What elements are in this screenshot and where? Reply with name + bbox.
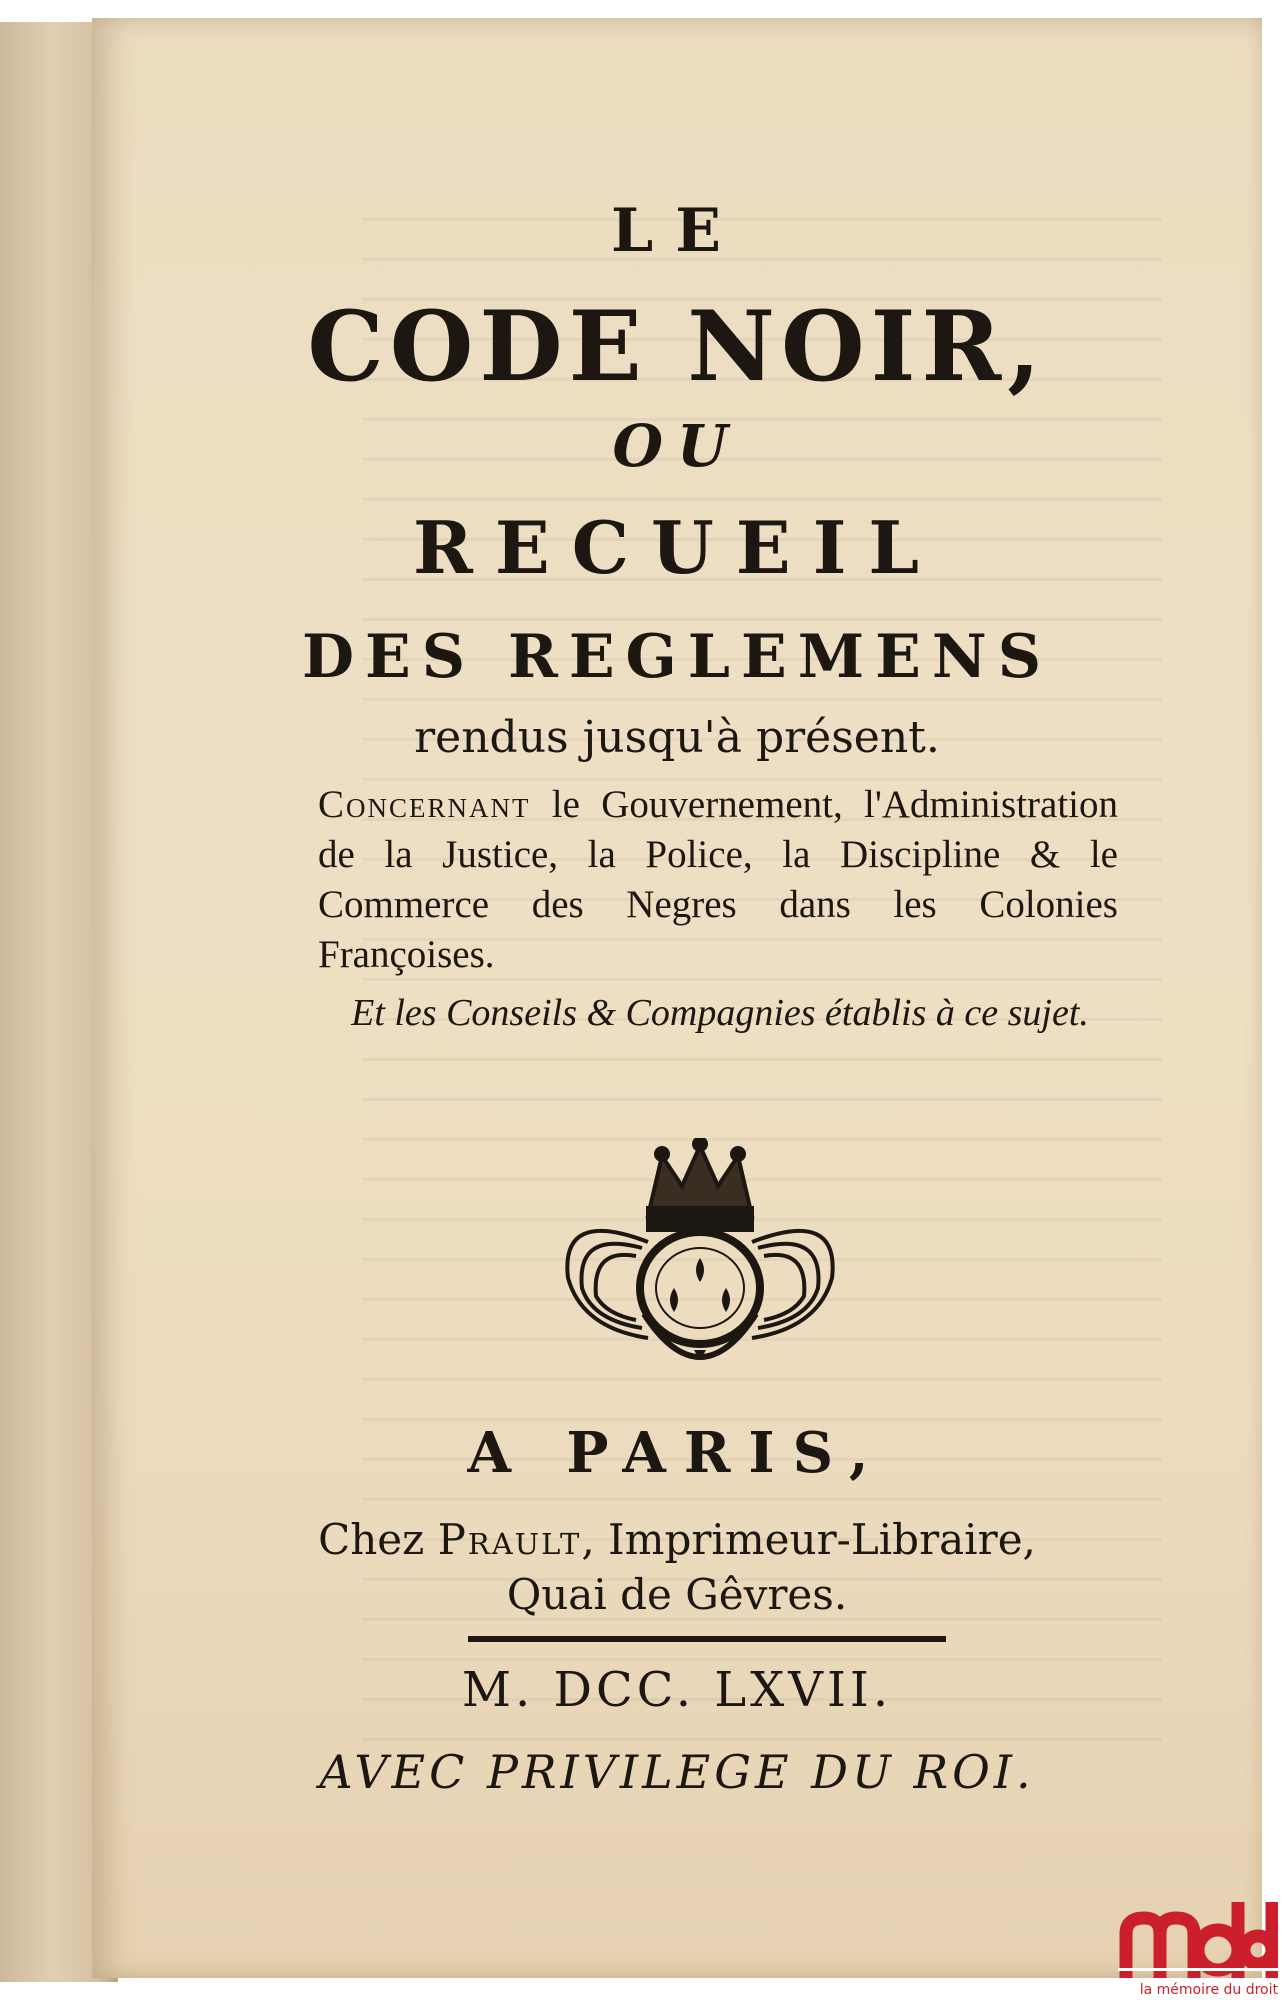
title-le: LE <box>611 196 743 266</box>
title-ou: OU <box>612 412 742 480</box>
subtitle-concernant <box>318 780 1118 980</box>
imprint-privilege: AVEC PRIVILEGE DU ROI. <box>319 1745 1035 1799</box>
subtitle-conseils: Et les Conseils & Compagnies établis à ce sujet. <box>351 992 1089 1034</box>
publisher-suffix: , Imprimeur-Libraire, <box>581 1515 1036 1564</box>
royal-emblem-icon <box>552 1138 848 1388</box>
concernant-lead: Concernant <box>318 783 531 826</box>
title-reglemens: DES REGLEMENS <box>301 622 1053 692</box>
title-rendus: rendus jusqu'à présent. <box>414 712 940 763</box>
concernant-text: le Gouvernement, l'Administration de la Justice, la Police, la Discipline & le Commerce des Negres dans les Colonies Françoises. <box>318 783 1119 976</box>
publisher-name: Prault <box>437 1515 582 1564</box>
imprint-publisher <box>92 1515 1262 1564</box>
imprint-address: Quai de Gêvres. <box>506 1570 848 1619</box>
imprint-city: A PARIS, <box>467 1420 887 1486</box>
title-code-noir: CODE NOIR, <box>307 290 1047 403</box>
imprint-year: M. DCC. LXVII. <box>461 1662 893 1718</box>
mdd-logo-icon <box>1118 1894 1278 1980</box>
watermark-tagline: la mémoire du droit <box>1139 1982 1278 1998</box>
title-recueil: RECUEIL <box>413 505 941 590</box>
publisher-prefix: Chez <box>318 1515 425 1564</box>
imprint-rule <box>468 1636 946 1642</box>
